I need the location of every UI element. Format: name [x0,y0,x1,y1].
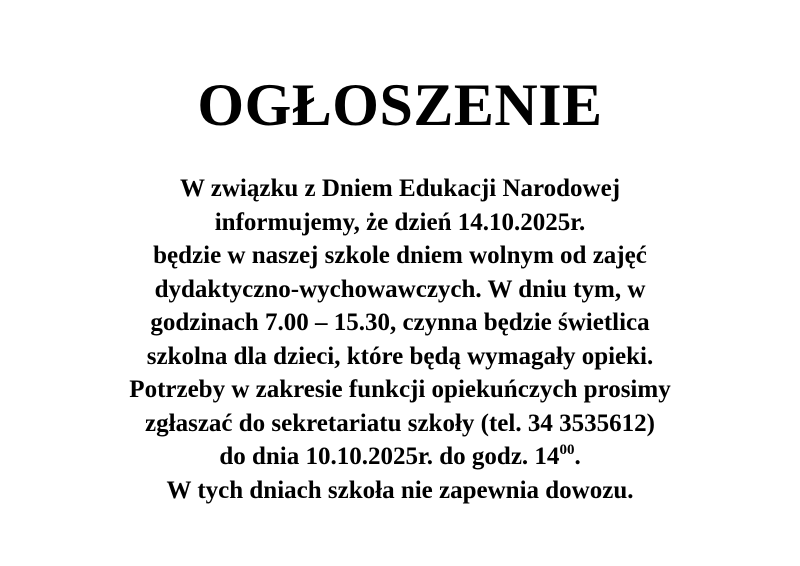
body-line: informujemy, że dzień 14.10.2025r. [214,208,586,236]
body-line: zgłaszać do sekretariatu szkoły (tel. 34 3535612) [145,409,655,437]
deadline-punctuation: . [574,443,581,470]
body-line: W związku z Dniem Edukacji Narodowej [179,175,621,202]
body-line: szkolna dla dzieci, które będą wymagały opieki. [146,342,654,370]
body-line: W tych dniach szkoła nie zapewnia dowozu. [166,476,634,504]
body-line: będzie w naszej szkole dniem wolnym od zajęć [153,242,647,269]
deadline-line [0,440,800,474]
announcement-body [0,172,800,507]
deadline-text: do dnia 10.10.2025r. do godz. 14 [219,443,560,470]
body-line: dydaktyczno-wychowawczych. W dniu tym, w [154,275,646,303]
body-line: Potrzeby w zakresie funkcji opiekuńczych prosimy [129,376,671,403]
body-line: godzinach 7.00 – 15.30, czynna będzie świetlica [150,309,650,336]
announcement-title: OGŁOSZENIE [197,72,603,138]
deadline-minutes-superscript: 00 [559,442,575,458]
